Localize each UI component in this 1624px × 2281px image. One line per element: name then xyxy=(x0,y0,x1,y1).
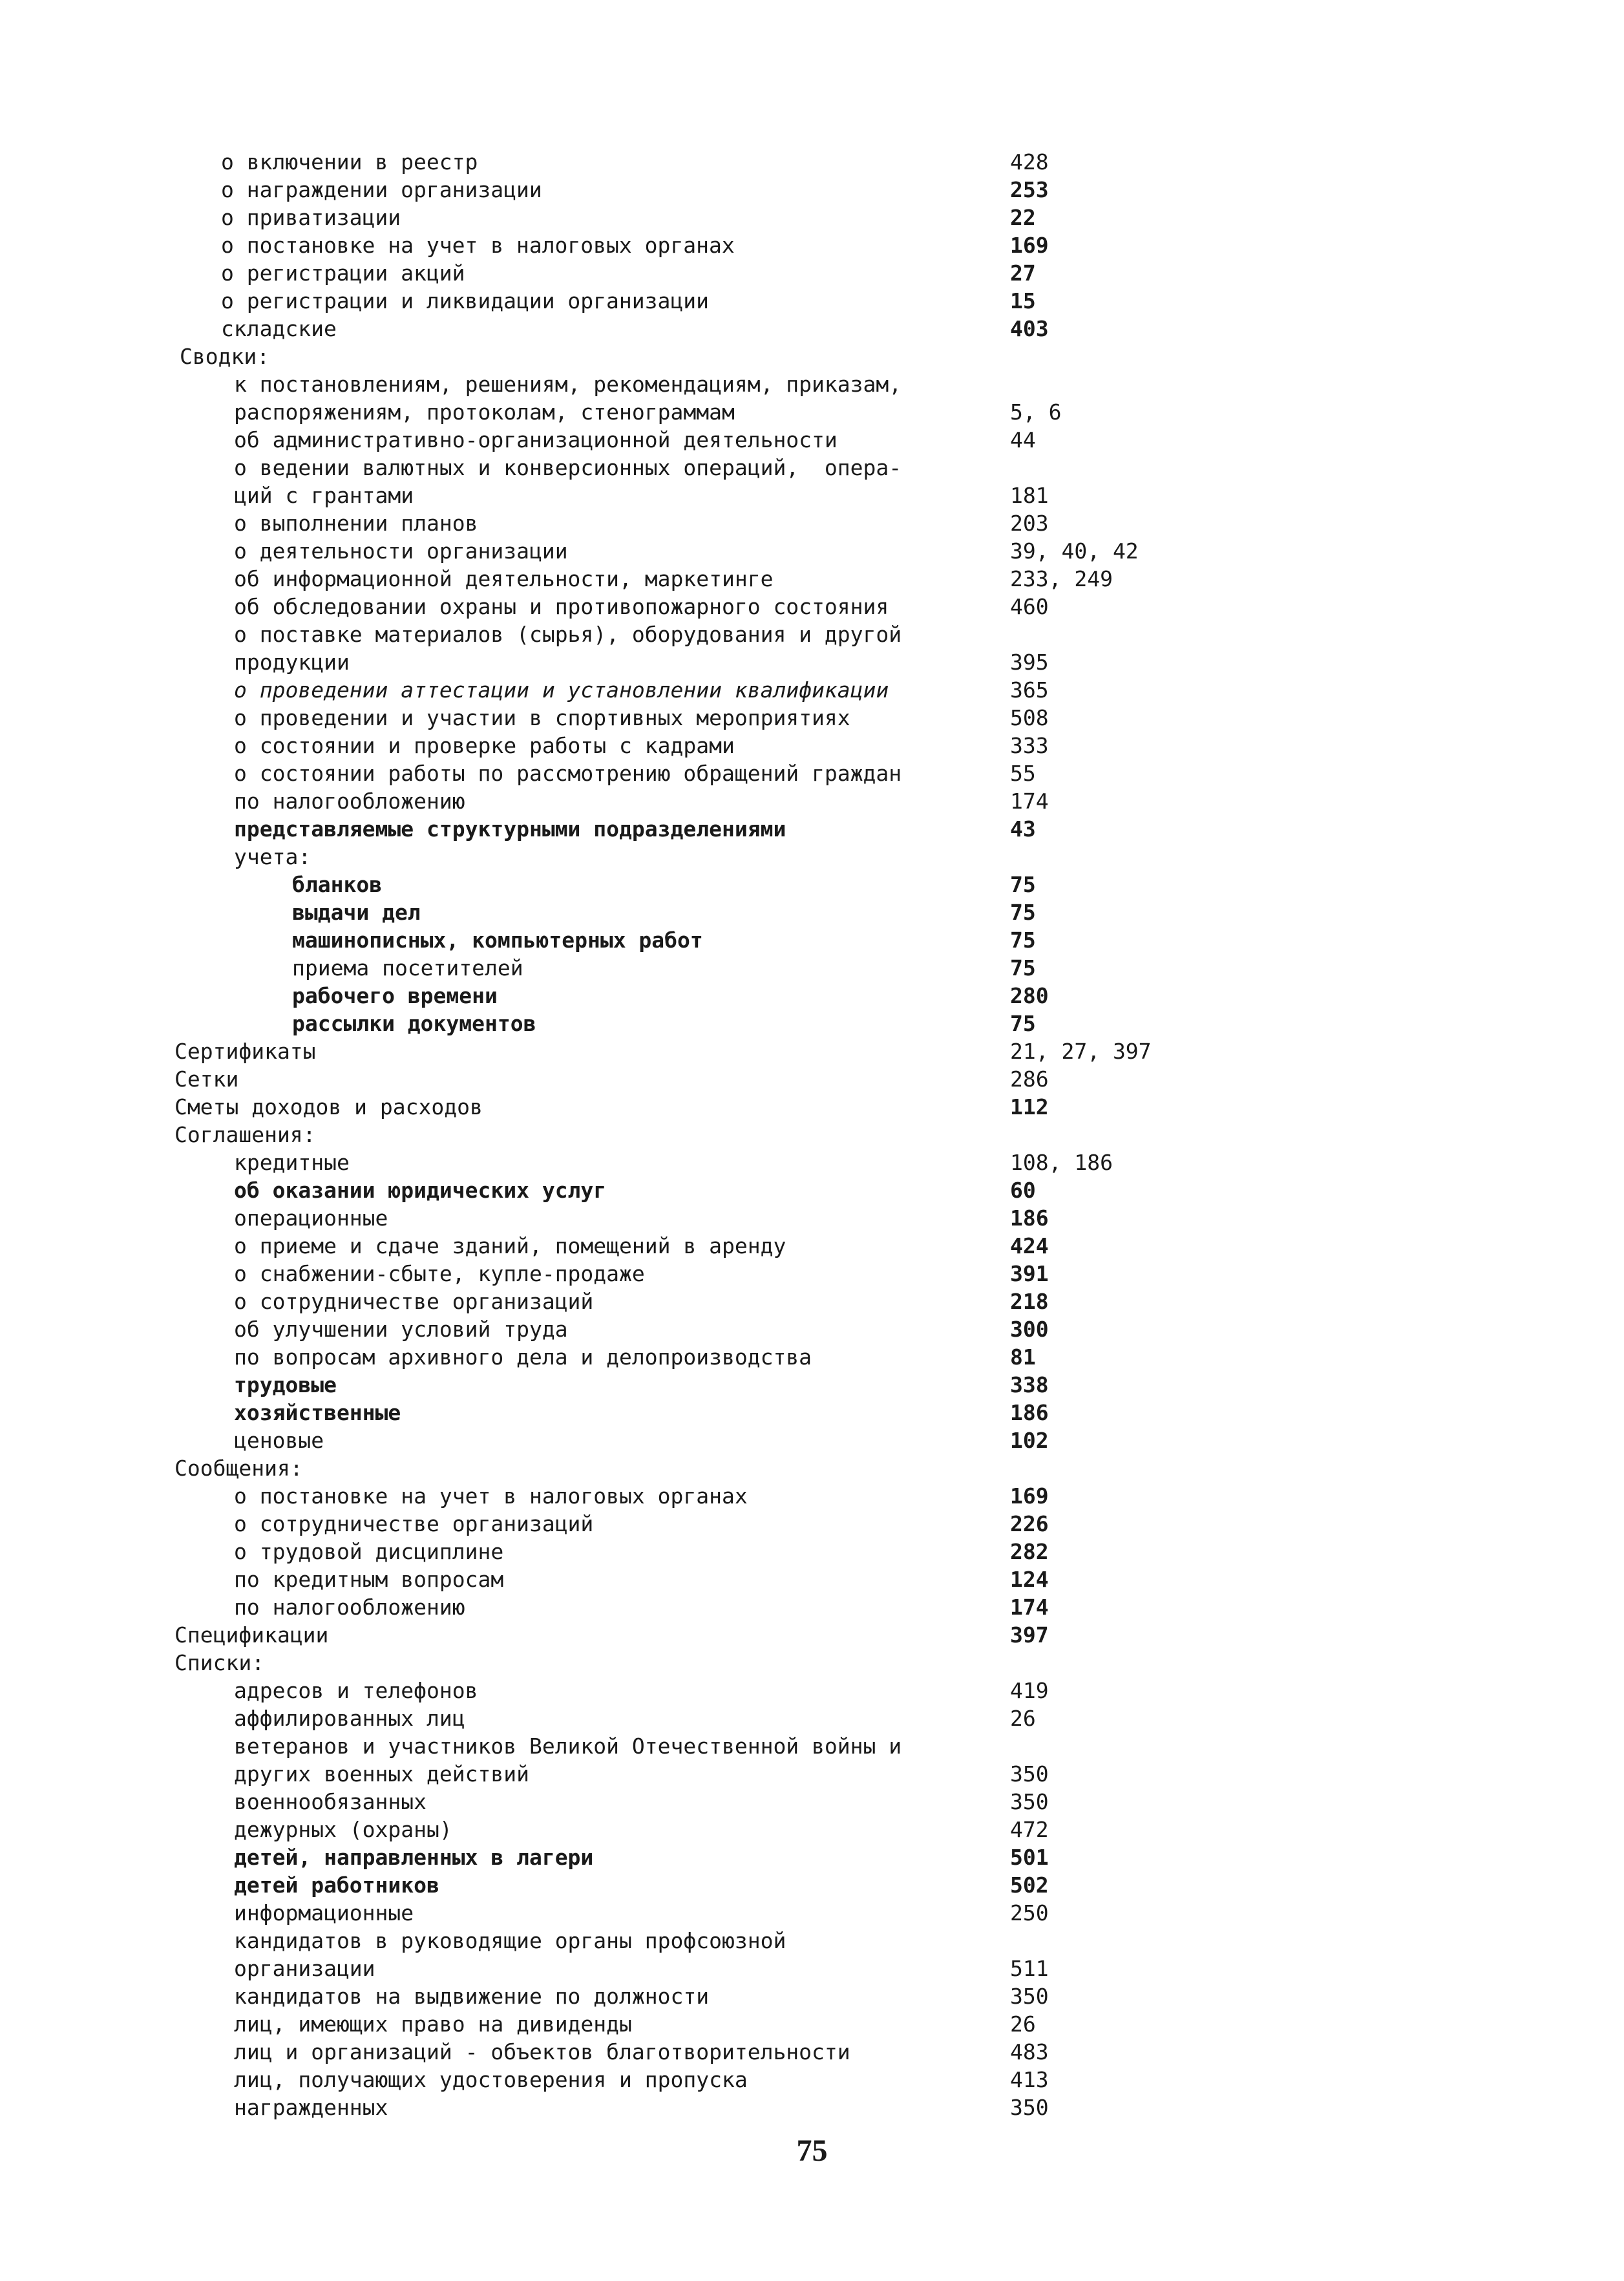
index-entry xyxy=(0,1733,1624,1760)
entry-text: о постановке на учет в налоговых органах xyxy=(234,1483,748,1509)
index-entry xyxy=(0,510,1624,537)
index-entry xyxy=(0,454,1624,482)
entry-text: об обследовании охраны и противопожарного состояния xyxy=(234,594,889,619)
entry-page-ref: 5, 6 xyxy=(1010,399,1062,425)
entry-page-ref: 181 xyxy=(1010,483,1049,508)
entry-page-ref: 333 xyxy=(1010,733,1049,758)
index-entry xyxy=(0,1399,1624,1427)
entry-text: других военных действий xyxy=(234,1761,529,1787)
entry-text: дежурных (охраны) xyxy=(234,1817,452,1842)
index-subentry xyxy=(0,955,1624,982)
index-entry xyxy=(0,288,1624,315)
entry-page-ref: 169 xyxy=(1010,1483,1049,1509)
index-entry xyxy=(0,621,1624,648)
index-subentry xyxy=(0,1010,1624,1037)
entry-text: о проведении аттестации и установлении квалификации xyxy=(234,677,889,703)
entry-text: хозяйственные xyxy=(234,1400,401,1425)
index-entry xyxy=(0,1260,1624,1288)
entry-page-ref: 102 xyxy=(1010,1428,1049,1453)
entry-page-ref: 350 xyxy=(1010,2095,1049,2120)
index-heading xyxy=(0,1622,1624,1649)
entry-text: о трудовой дисциплине xyxy=(234,1539,504,1564)
index-entry xyxy=(0,427,1624,454)
entry-page-ref: 26 xyxy=(1010,1706,1036,1731)
entry-text: складские xyxy=(221,316,337,341)
index-entry xyxy=(0,1594,1624,1621)
entry-text: по вопросам архивного дела и делопроизводства xyxy=(234,1344,812,1370)
entry-text: о включении в реестр xyxy=(221,149,478,175)
entry-page-ref: 43 xyxy=(1010,816,1036,842)
entry-page-ref: 250 xyxy=(1010,1900,1049,1926)
index-entry xyxy=(0,149,1624,176)
entry-text: о регистрации и ликвидации организации xyxy=(221,288,709,313)
entry-page-ref: 75 xyxy=(1010,900,1036,925)
index-entry xyxy=(0,1927,1624,1955)
index-entry xyxy=(0,1844,1624,1871)
entry-text: распоряжениям, протоколам, стенограммам xyxy=(234,399,735,425)
entry-page-ref: 22 xyxy=(1010,205,1036,230)
index-entry xyxy=(0,1233,1624,1260)
entry-page-ref: 226 xyxy=(1010,1511,1049,1536)
index-entry xyxy=(0,1983,1624,2010)
entry-text: о регистрации акций xyxy=(221,260,465,286)
entry-text: о сотрудничестве организаций xyxy=(234,1289,594,1314)
index-entry xyxy=(0,176,1624,204)
index-entry xyxy=(0,1316,1624,1343)
entry-page-ref: 39, 40, 42 xyxy=(1010,538,1139,564)
entry-page-ref: 21, 27, 397 xyxy=(1010,1039,1152,1064)
entry-text: адресов и телефонов xyxy=(234,1678,478,1703)
entry-page-ref: 203 xyxy=(1010,511,1049,536)
index-entry xyxy=(0,1677,1624,1704)
entry-text: о состоянии работы по рассмотрению обращений граждан xyxy=(234,761,902,786)
index-entry xyxy=(0,482,1624,509)
index-entry xyxy=(0,1816,1624,1843)
index-entry xyxy=(0,232,1624,259)
entry-page-ref: 508 xyxy=(1010,705,1049,730)
index-entry xyxy=(0,1955,1624,1982)
entry-text: лиц, имеющих право на дивиденды xyxy=(234,2011,632,2037)
entry-text: о состоянии и проверке работы с кадрами xyxy=(234,733,735,758)
entry-page-ref: 424 xyxy=(1010,1233,1049,1258)
entry-page-ref: 483 xyxy=(1010,2039,1049,2064)
entry-page-ref: 419 xyxy=(1010,1678,1049,1703)
entry-text: информационные xyxy=(234,1900,414,1926)
entry-page-ref: 55 xyxy=(1010,761,1036,786)
index-entry xyxy=(0,204,1624,231)
entry-text: об информационной деятельности, маркетинге xyxy=(234,566,774,591)
entry-page-ref: 286 xyxy=(1010,1066,1049,1092)
entry-page-ref: 186 xyxy=(1010,1205,1049,1231)
entry-text: о приеме и сдаче зданий, помещений в аренду xyxy=(234,1233,786,1258)
entry-page-ref: 338 xyxy=(1010,1372,1049,1397)
entry-page-ref: 501 xyxy=(1010,1845,1049,1870)
page-number: 75 xyxy=(796,2134,828,2168)
index-entry xyxy=(0,1761,1624,1788)
heading-text: Соглашения: xyxy=(174,1122,316,1147)
entry-page-ref: 395 xyxy=(1010,650,1049,675)
index-entry xyxy=(0,566,1624,593)
entry-page-ref: 75 xyxy=(1010,955,1036,981)
index-heading xyxy=(0,1094,1624,1121)
entry-text: детей, направленных в лагери xyxy=(234,1845,594,1870)
index-entry xyxy=(0,1705,1624,1732)
heading-text: Списки: xyxy=(174,1650,265,1675)
entry-page-ref: 502 xyxy=(1010,1873,1049,1898)
entry-page-ref: 300 xyxy=(1010,1317,1049,1342)
entry-page-ref: 218 xyxy=(1010,1289,1049,1314)
heading-text: Сводки: xyxy=(180,344,270,369)
index-entry xyxy=(0,399,1624,426)
entry-page-ref: 81 xyxy=(1010,1344,1036,1370)
entry-page-ref: 15 xyxy=(1010,288,1036,313)
entry-text: о деятельности организации xyxy=(234,538,568,564)
entry-page-ref: 350 xyxy=(1010,1789,1049,1814)
entry-text: машинописных, компьютерных работ xyxy=(292,928,703,953)
entry-text: военнообязанных xyxy=(234,1789,427,1814)
entry-text: о проведении и участии в спортивных мероприятиях xyxy=(234,705,850,730)
heading-text: Сметы доходов и расходов xyxy=(174,1094,483,1119)
index-heading xyxy=(0,1066,1624,1093)
entry-text: рабочего времени xyxy=(292,983,498,1008)
entry-text: детей работников xyxy=(234,1873,439,1898)
entry-text: к постановлениям, решениям, рекомендациям, приказам, xyxy=(234,372,902,397)
heading-text: Сообщения: xyxy=(174,1456,303,1481)
entry-page-ref: 428 xyxy=(1010,149,1049,175)
entry-page-ref: 511 xyxy=(1010,1956,1049,1981)
entry-text: по налогообложению xyxy=(234,789,465,814)
entry-text: о постановке на учет в налоговых органах xyxy=(221,233,735,258)
index-entry xyxy=(0,1900,1624,1927)
heading-text: Сетки xyxy=(174,1066,239,1092)
index-entry xyxy=(0,732,1624,759)
entry-text: представляемые структурными подразделениями xyxy=(234,816,786,842)
entry-page-ref: 391 xyxy=(1010,1261,1049,1286)
index-entry xyxy=(0,1872,1624,1899)
entry-page-ref: 75 xyxy=(1010,872,1036,897)
entry-page-ref: 169 xyxy=(1010,233,1049,258)
index-heading xyxy=(0,1038,1624,1065)
entry-page-ref: 124 xyxy=(1010,1567,1049,1592)
entry-text: о выполнении планов xyxy=(234,511,478,536)
index-subentry xyxy=(0,871,1624,898)
entry-text: учета: xyxy=(234,844,311,869)
index-entry xyxy=(0,315,1624,343)
index-entry xyxy=(0,2066,1624,2094)
index-heading xyxy=(0,1455,1624,1482)
entry-text: ценовые xyxy=(234,1428,324,1453)
index-entry xyxy=(0,2011,1624,2038)
entry-text: об административно-организационной деятельности xyxy=(234,427,838,452)
index-entry xyxy=(0,1344,1624,1371)
entry-text: ветеранов и участников Великой Отечественной войны и xyxy=(234,1734,902,1759)
entry-text: ций с грантами xyxy=(234,483,414,508)
index-subentry xyxy=(0,899,1624,926)
entry-text: аффилированных лиц xyxy=(234,1706,465,1731)
entry-page-ref: 112 xyxy=(1010,1094,1049,1119)
index-entry xyxy=(0,1483,1624,1510)
entry-page-ref: 280 xyxy=(1010,983,1049,1008)
entry-page-ref: 253 xyxy=(1010,177,1049,202)
entry-page-ref: 174 xyxy=(1010,789,1049,814)
entry-page-ref: 350 xyxy=(1010,1984,1049,2009)
index-entry xyxy=(0,1205,1624,1232)
entry-page-ref: 108, 186 xyxy=(1010,1150,1113,1175)
entry-page-ref: 44 xyxy=(1010,427,1036,452)
entry-text: о ведении валютных и конверсионных операций, опера- xyxy=(234,455,902,480)
index-entry xyxy=(0,677,1624,704)
entry-page-ref: 413 xyxy=(1010,2067,1049,2092)
entry-page-ref: 186 xyxy=(1010,1400,1049,1425)
index-entry xyxy=(0,1788,1624,1816)
index-heading xyxy=(0,1650,1624,1677)
entry-text: лиц, получающих удостоверения и пропуска xyxy=(234,2067,748,2092)
index-heading xyxy=(0,343,1624,370)
index-entry xyxy=(0,593,1624,621)
entry-text: о награждении организации xyxy=(221,177,542,202)
entry-page-ref: 174 xyxy=(1010,1595,1049,1620)
index-entry xyxy=(0,260,1624,287)
entry-text: лиц и организаций - объектов благотворительности xyxy=(234,2039,850,2064)
entry-page-ref: 282 xyxy=(1010,1539,1049,1564)
index-entry xyxy=(0,371,1624,398)
entry-page-ref: 26 xyxy=(1010,2011,1036,2037)
entry-page-ref: 60 xyxy=(1010,1178,1036,1203)
index-entry xyxy=(0,649,1624,676)
entry-text: рассылки документов xyxy=(292,1011,536,1036)
entry-text: о сотрудничестве организаций xyxy=(234,1511,594,1536)
index-entry xyxy=(0,1427,1624,1454)
index-entry xyxy=(0,816,1624,843)
index-entry xyxy=(0,760,1624,787)
entry-page-ref: 472 xyxy=(1010,1817,1049,1842)
index-subentry xyxy=(0,927,1624,954)
entry-text: об улучшении условий труда xyxy=(234,1317,568,1342)
heading-text: Спецификации xyxy=(174,1622,329,1648)
entry-text: по кредитным вопросам xyxy=(234,1567,504,1592)
entry-page-ref: 75 xyxy=(1010,928,1036,953)
entry-text: о приватизации xyxy=(221,205,401,230)
index-entry xyxy=(0,1149,1624,1176)
entry-page-ref: 75 xyxy=(1010,1011,1036,1036)
index-entry xyxy=(0,843,1624,871)
entry-text: организации xyxy=(234,1956,375,1981)
entry-page-ref: 460 xyxy=(1010,594,1049,619)
entry-text: приема посетителей xyxy=(292,955,523,981)
index-entry xyxy=(0,2039,1624,2066)
entry-text: бланков xyxy=(292,872,383,897)
index-entry xyxy=(0,1566,1624,1593)
index-entry xyxy=(0,788,1624,815)
index-entry xyxy=(0,705,1624,732)
entry-text: награжденных xyxy=(234,2095,388,2120)
entry-text: кредитные xyxy=(234,1150,350,1175)
entry-text: продукции xyxy=(234,650,350,675)
entry-page-ref: 350 xyxy=(1010,1761,1049,1787)
entry-text: об оказании юридических услуг xyxy=(234,1178,607,1203)
entry-text: трудовые xyxy=(234,1372,337,1397)
entry-text: кандидатов на выдвижение по должности xyxy=(234,1984,710,2009)
entry-text: по налогообложению xyxy=(234,1595,465,1620)
entry-page-ref: 233, 249 xyxy=(1010,566,1113,591)
index-entry xyxy=(0,1288,1624,1315)
index-subentry xyxy=(0,982,1624,1010)
index-entry xyxy=(0,1511,1624,1538)
index-entry xyxy=(0,538,1624,565)
index-heading xyxy=(0,1121,1624,1149)
entry-page-ref: 365 xyxy=(1010,677,1049,703)
entry-text: выдачи дел xyxy=(292,900,421,925)
entry-page-ref: 397 xyxy=(1010,1622,1049,1648)
heading-text: Сертификаты xyxy=(174,1039,316,1064)
index-entry xyxy=(0,1177,1624,1204)
index-entry xyxy=(0,2094,1624,2121)
index-entry xyxy=(0,1372,1624,1399)
entry-page-ref: 27 xyxy=(1010,260,1036,286)
index-entry xyxy=(0,1538,1624,1565)
entry-text: кандидатов в руководящие органы профсоюзной xyxy=(234,1928,786,1953)
entry-page-ref: 403 xyxy=(1010,316,1049,341)
entry-text: операционные xyxy=(234,1205,388,1231)
entry-text: о снабжении-сбыте, купле-продаже xyxy=(234,1261,645,1286)
entry-text: о поставке материалов (сырья), оборудования и другой xyxy=(234,622,902,647)
